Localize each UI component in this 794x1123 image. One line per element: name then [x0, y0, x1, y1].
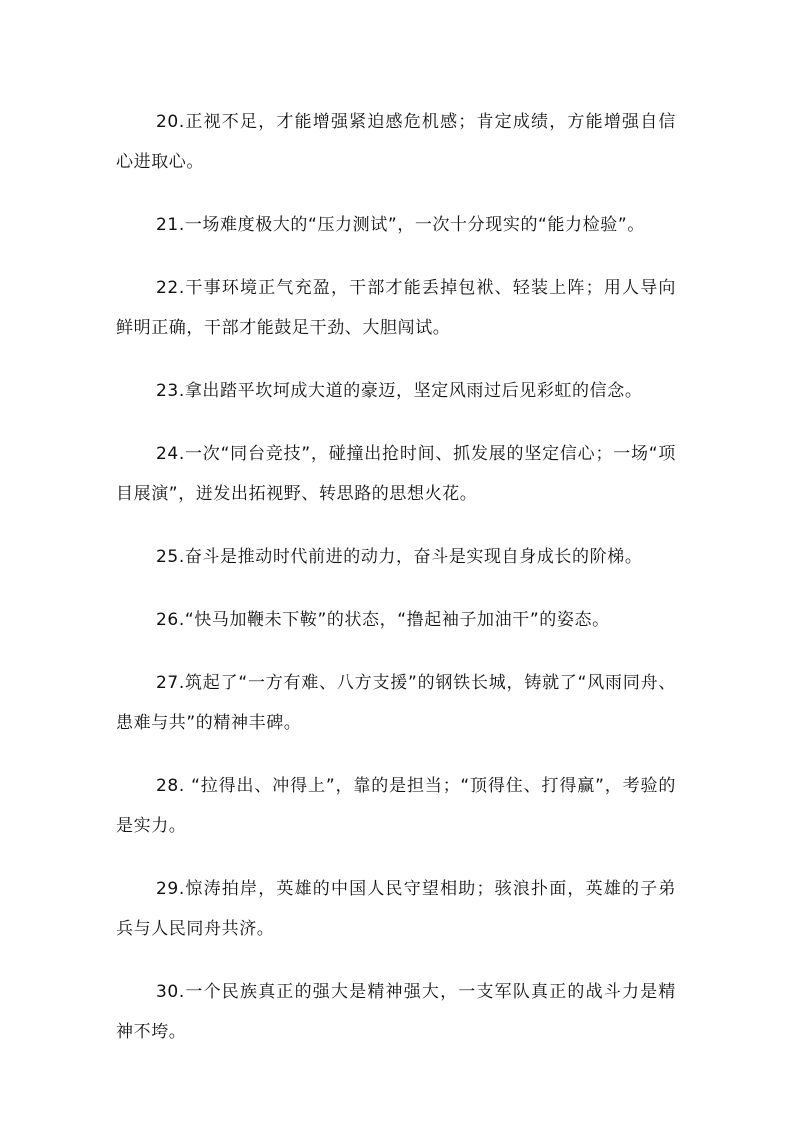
paragraph-28: 28. “拉得出、冲得上”，靠的是担当；“顶得住、打得赢”，考验的是实力。 [116, 776, 676, 836]
paragraph-21: 21.一场难度极大的“压力测试”，一次十分现实的“能力检验”。 [156, 215, 645, 235]
document-body [116, 102, 676, 1075]
paragraph-22: 22.干事环境正气充盈，干部才能丢掉包袱、轻装上阵；用人导向鲜明正确，干部才能鼓足干劲、大胆闯试。 [116, 278, 676, 338]
paragraph-29: 29.惊涛拍岸，英雄的中国人民守望相助；骇浪扑面，英雄的子弟兵与人民同舟共济。 [116, 879, 676, 939]
paragraph-26: 26.“快马加鞭未下鞍”的状态，“撸起袖子加油干”的姿态。 [156, 610, 610, 630]
paragraph-24: 24.一次“同台竞技”，碰撞出抢时间、抓发展的坚定信心；一场“项目展演”，迸发出拓视野、转思路的思想火花。 [116, 444, 676, 504]
paragraph-27: 27.筑起了“一方有难、八方支援”的钢铁长城，铸就了“风雨同舟、患难与共”的精神丰碑。 [116, 673, 676, 733]
paragraph-23: 23.拿出踏平坎坷成大道的豪迈，坚定风雨过后见彩虹的信念。 [156, 381, 643, 401]
paragraph-25: 25.奋斗是推动时代前进的动力，奋斗是实现自身成长的阶梯。 [156, 547, 643, 567]
paragraph-20: 20.正视不足，才能增强紧迫感危机感；肯定成绩，方能增强自信心进取心。 [116, 112, 676, 172]
paragraph-30: 30.一个民族真正的强大是精神强大，一支军队真正的战斗力是精神不垮。 [116, 982, 676, 1042]
